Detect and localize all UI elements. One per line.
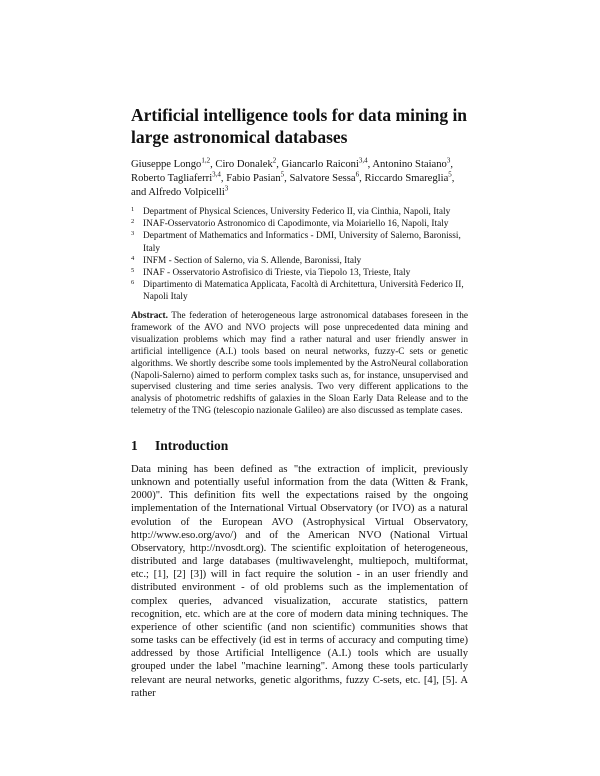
affiliation-list bbox=[131, 206, 471, 304]
affiliation: 2 INAF-Osservatorio Astronomico di Capodimonte, via Moiariello 16, Napoli, Italy bbox=[131, 218, 449, 230]
author: Fabio Pasian$^5$, bbox=[226, 170, 290, 184]
abstract bbox=[131, 311, 468, 418]
affiliation: 6 Dipartimento di Matematica Applicata, Facoltà di Architettura, Università Federico II, Napoli Italy bbox=[131, 279, 464, 303]
author-list bbox=[131, 158, 467, 199]
author: Ciro Donalek$^2$, bbox=[215, 156, 282, 170]
author: Antonino Staiano$^3$, bbox=[372, 156, 453, 170]
affiliation: 5 INAF - Osservatorio Astrofisico di Trieste, via Tiepolo 13, Trieste, Italy bbox=[131, 267, 411, 279]
abstract-label: Abstract. bbox=[131, 311, 168, 321]
author: Salvatore Sessa$^6$, bbox=[289, 170, 365, 184]
affiliation: 4 INFM - Section of Salerno, via S. Allende, Baronissi, Italy bbox=[131, 254, 362, 266]
section-number: 1 bbox=[131, 438, 138, 453]
intro-paragraph: Data mining has been defined as "the extraction of implicit, previously unknown and potentially useful information from the data (Witten & Frank, 2000)". This definition fits well the expectations raised by the ongoing implementation of the International Virtual Observatory (or IVO) as a natural evolution of the European AVO (Astrophysical Virtual Observatory, http://www.eso.org/avo/) and of the American NVO (National Virtual Observatory, http://nvosdt.org). The scientific exploitation of heterogeneous, distributed and large databases (multiwavelenght, multiepoch, multiformat, etc.; [1], [2] [3]) will in fact require the solution - in an user friendly and distributed environment - of old problems such as the implementation of complex queries, advanced visualization, accurate statistics, pattern recognition, etc. which are at the core of modern data mining techniques. The experience of other scientific (and non scientific) communities shows that some tasks can be effectively (id est in terms of accuracy and computing time) addressed by those Artificial Intelligence (A.I.) tools which are usually grouped under the label "machine learning". Among these tools particularly relevant are neural networks, genetic algorithms, fuzzy C-sets, etc. [4], [5]. A rather bbox=[131, 464, 468, 699]
author: Alfredo Volpicelli$^3$ bbox=[148, 184, 229, 198]
author: Giancarlo Raiconi$^{3,4}$, bbox=[281, 156, 373, 170]
section-title: Introduction bbox=[155, 438, 229, 453]
author: Roberto Tagliaferri$^{3,4}$, bbox=[131, 170, 227, 184]
paper-title: Artificial intelligence tools for data mining in large astronomical databases bbox=[131, 105, 468, 147]
author: Giuseppe Longo$^{1,2}$, bbox=[131, 156, 216, 170]
affiliation: 3 Department of Mathematics and Informatics - DMI, University of Salerno, Baronissi, Italy bbox=[131, 230, 461, 254]
author: Riccardo Smareglia$^5$, bbox=[364, 170, 455, 184]
abstract-text: The federation of heterogeneous large astronomical databases foreseen in the framework of the AVO and NVO projects will pose unprecedented data mining and visualization problems which may find a rather natural and user friendly answer in artificial intelligence (A.I.) tools based on neural networks, fuzzy-C sets or genetic algorithms. We shortly describe some tools implemented by the AstroNeural collaboration (Napoli-Salerno) aimed to perform complex tasks such as, for instance, unsupervised and supervised clustering and time series analysis. Two very different applications to the analysis of photometric redshifts of galaxies in the Sloan Early Data Release and to the telemetry of the TNG (telescopio nazionale Galileo) are also discussed as template cases. bbox=[131, 311, 469, 417]
affiliation: 1 Department of Physical Sciences, University Federico II, via Cinthia, Napoli, Italy bbox=[131, 206, 451, 217]
authors-and: and bbox=[131, 186, 149, 198]
section-heading bbox=[131, 438, 468, 454]
